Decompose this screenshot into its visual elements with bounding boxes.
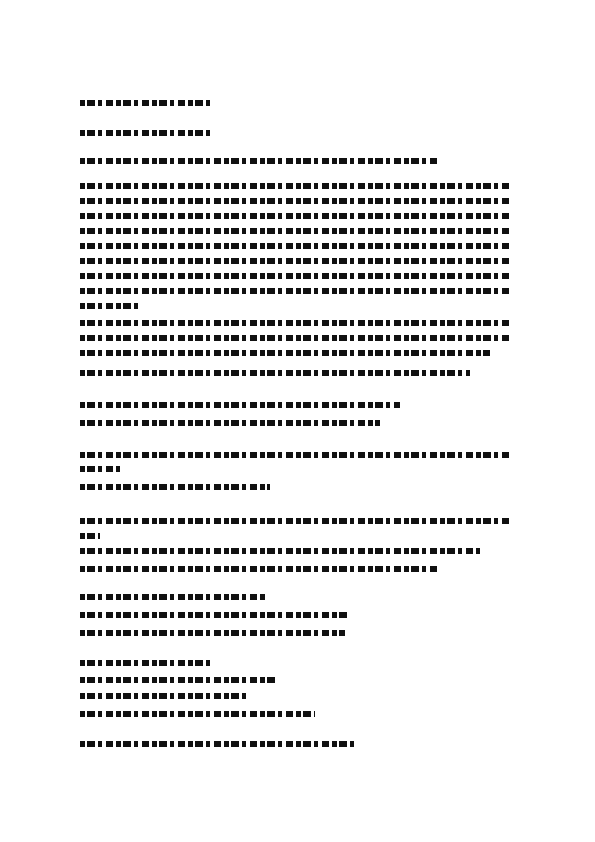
text-line [80, 288, 510, 294]
text-line [80, 630, 345, 636]
text-line [80, 566, 440, 572]
text-line [80, 198, 510, 204]
text-line [80, 420, 380, 426]
text-line [80, 402, 400, 408]
text-line [80, 213, 510, 219]
text-line [80, 518, 510, 524]
text-line [80, 677, 275, 683]
text-line [80, 183, 510, 189]
text-line [80, 335, 510, 341]
text-line [80, 158, 440, 164]
text-line [80, 711, 315, 717]
text-line [80, 370, 470, 376]
text-line [80, 303, 140, 309]
text-line [80, 100, 210, 106]
text-line [80, 350, 490, 356]
text-line [80, 466, 120, 472]
text-line [80, 484, 270, 490]
text-line [80, 273, 510, 279]
text-line [80, 741, 355, 747]
text-line [80, 243, 510, 249]
text-line [80, 258, 510, 264]
text-line [80, 320, 510, 326]
text-line [80, 228, 510, 234]
text-line [80, 130, 210, 136]
text-line [80, 452, 510, 458]
text-line [80, 548, 480, 554]
text-line [80, 693, 250, 699]
text-line [80, 660, 210, 666]
text-line [80, 533, 100, 539]
text-line [80, 594, 265, 600]
text-line [80, 612, 350, 618]
